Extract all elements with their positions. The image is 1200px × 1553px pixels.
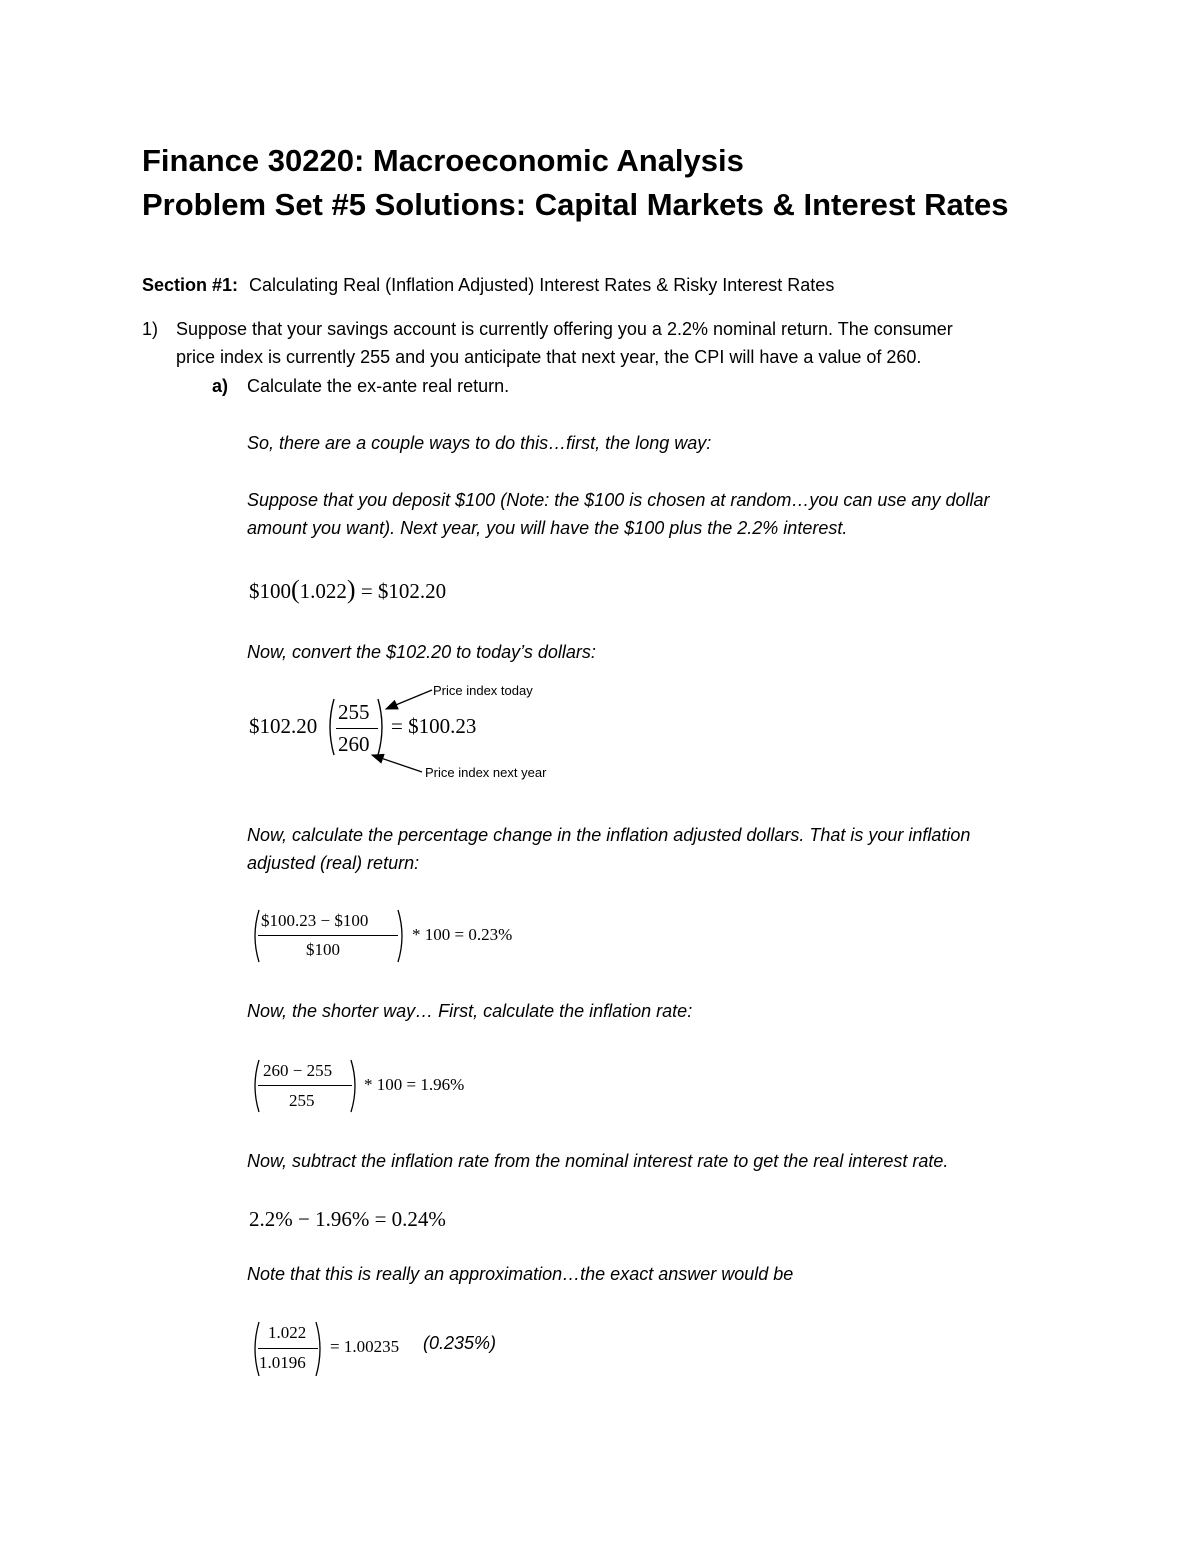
eq1-result: = $102.20 xyxy=(360,579,447,603)
document-title-line1: Finance 30220: Macroeconomic Analysis xyxy=(142,143,744,178)
price-index-next-year-label: Price index next year xyxy=(425,765,547,780)
eq4-fraction-bar xyxy=(258,1085,352,1086)
eq6-fraction-bar xyxy=(258,1348,318,1349)
solution-intro: So, there are a couple ways to do this…first, the long way: xyxy=(247,433,712,453)
document-title-line2: Problem Set #5 Solutions: Capital Markets & Interest Rates xyxy=(142,187,1009,222)
eq3-result: * 100 = 0.23% xyxy=(412,925,513,944)
approximation-text: Note that this is really an approximation…the exact answer would be xyxy=(247,1264,794,1284)
eq1-right-paren: ) xyxy=(346,575,356,604)
eq5-real-rate: 2.2% − 1.96% = 0.24% xyxy=(249,1207,446,1231)
part-a-label: a) xyxy=(212,376,229,396)
eq6-denominator: 1.0196 xyxy=(259,1353,306,1372)
shorter-way-text: Now, the shorter way… First, calculate the inflation rate: xyxy=(247,1001,693,1021)
eq2-left: $102.20 xyxy=(249,714,318,738)
price-index-today-label: Price index today xyxy=(433,683,533,698)
section-text: Calculating Real (Inflation Adjusted) Interest Rates & Risky Interest Rates xyxy=(249,275,835,295)
eq2-result: = $100.23 xyxy=(391,714,477,738)
eq3-denominator: $100 xyxy=(306,940,340,959)
eq6-percentage-note: (0.235%) xyxy=(423,1333,497,1353)
deposit-text-line2: amount you want). Next year, you will have the $100 plus the 2.2% interest. xyxy=(247,518,848,538)
question-text-line2: price index is currently 255 and you anticipate that next year, the CPI will have a value of 260. xyxy=(176,347,922,367)
eq6-result: = 1.00235 xyxy=(330,1337,400,1356)
eq6-numerator: 1.022 xyxy=(268,1323,307,1342)
eq4-left-paren xyxy=(249,1058,261,1114)
section-header xyxy=(142,275,834,296)
percentage-text-line1: Now, calculate the percentage change in the inflation adjusted dollars. That is your inflation xyxy=(247,825,971,845)
eq1-left-paren: ( xyxy=(291,575,300,604)
eq2-denominator: 260 xyxy=(338,732,370,756)
section-label: Section #1: xyxy=(142,275,239,295)
percentage-text-line2: adjusted (real) return: xyxy=(247,853,420,873)
eq1-left: $100 xyxy=(249,579,291,603)
part-a-text: Calculate the ex-ante real return. xyxy=(247,376,510,396)
eq1-factor: 1.022 xyxy=(299,579,347,603)
eq2-left-paren xyxy=(324,697,336,757)
convert-text: Now, convert the $102.20 to today’s dollars: xyxy=(247,642,596,662)
equation-future-value xyxy=(249,575,446,605)
question-text-line1: Suppose that your savings account is currently offering you a 2.2% nominal return. The consumer xyxy=(176,319,953,339)
eq3-left-paren xyxy=(249,908,261,964)
eq4-result: * 100 = 1.96% xyxy=(364,1075,465,1094)
subtract-text: Now, subtract the inflation rate from the nominal interest rate to get the real interest rate. xyxy=(247,1151,949,1171)
eq3-right-paren xyxy=(396,908,408,964)
question-number: 1) xyxy=(142,319,159,339)
eq3-fraction-bar xyxy=(258,935,398,936)
eq4-denominator: 255 xyxy=(289,1091,315,1110)
eq2-numerator: 255 xyxy=(338,700,370,724)
eq4-numerator: 260 − 255 xyxy=(263,1061,333,1080)
deposit-text-line1: Suppose that you deposit $100 (Note: the $100 is chosen at random…you can use any dollar xyxy=(247,490,990,510)
eq3-numerator: $100.23 − $100 xyxy=(261,911,369,930)
eq6-right-paren xyxy=(314,1320,326,1378)
eq4-right-paren xyxy=(349,1058,361,1114)
